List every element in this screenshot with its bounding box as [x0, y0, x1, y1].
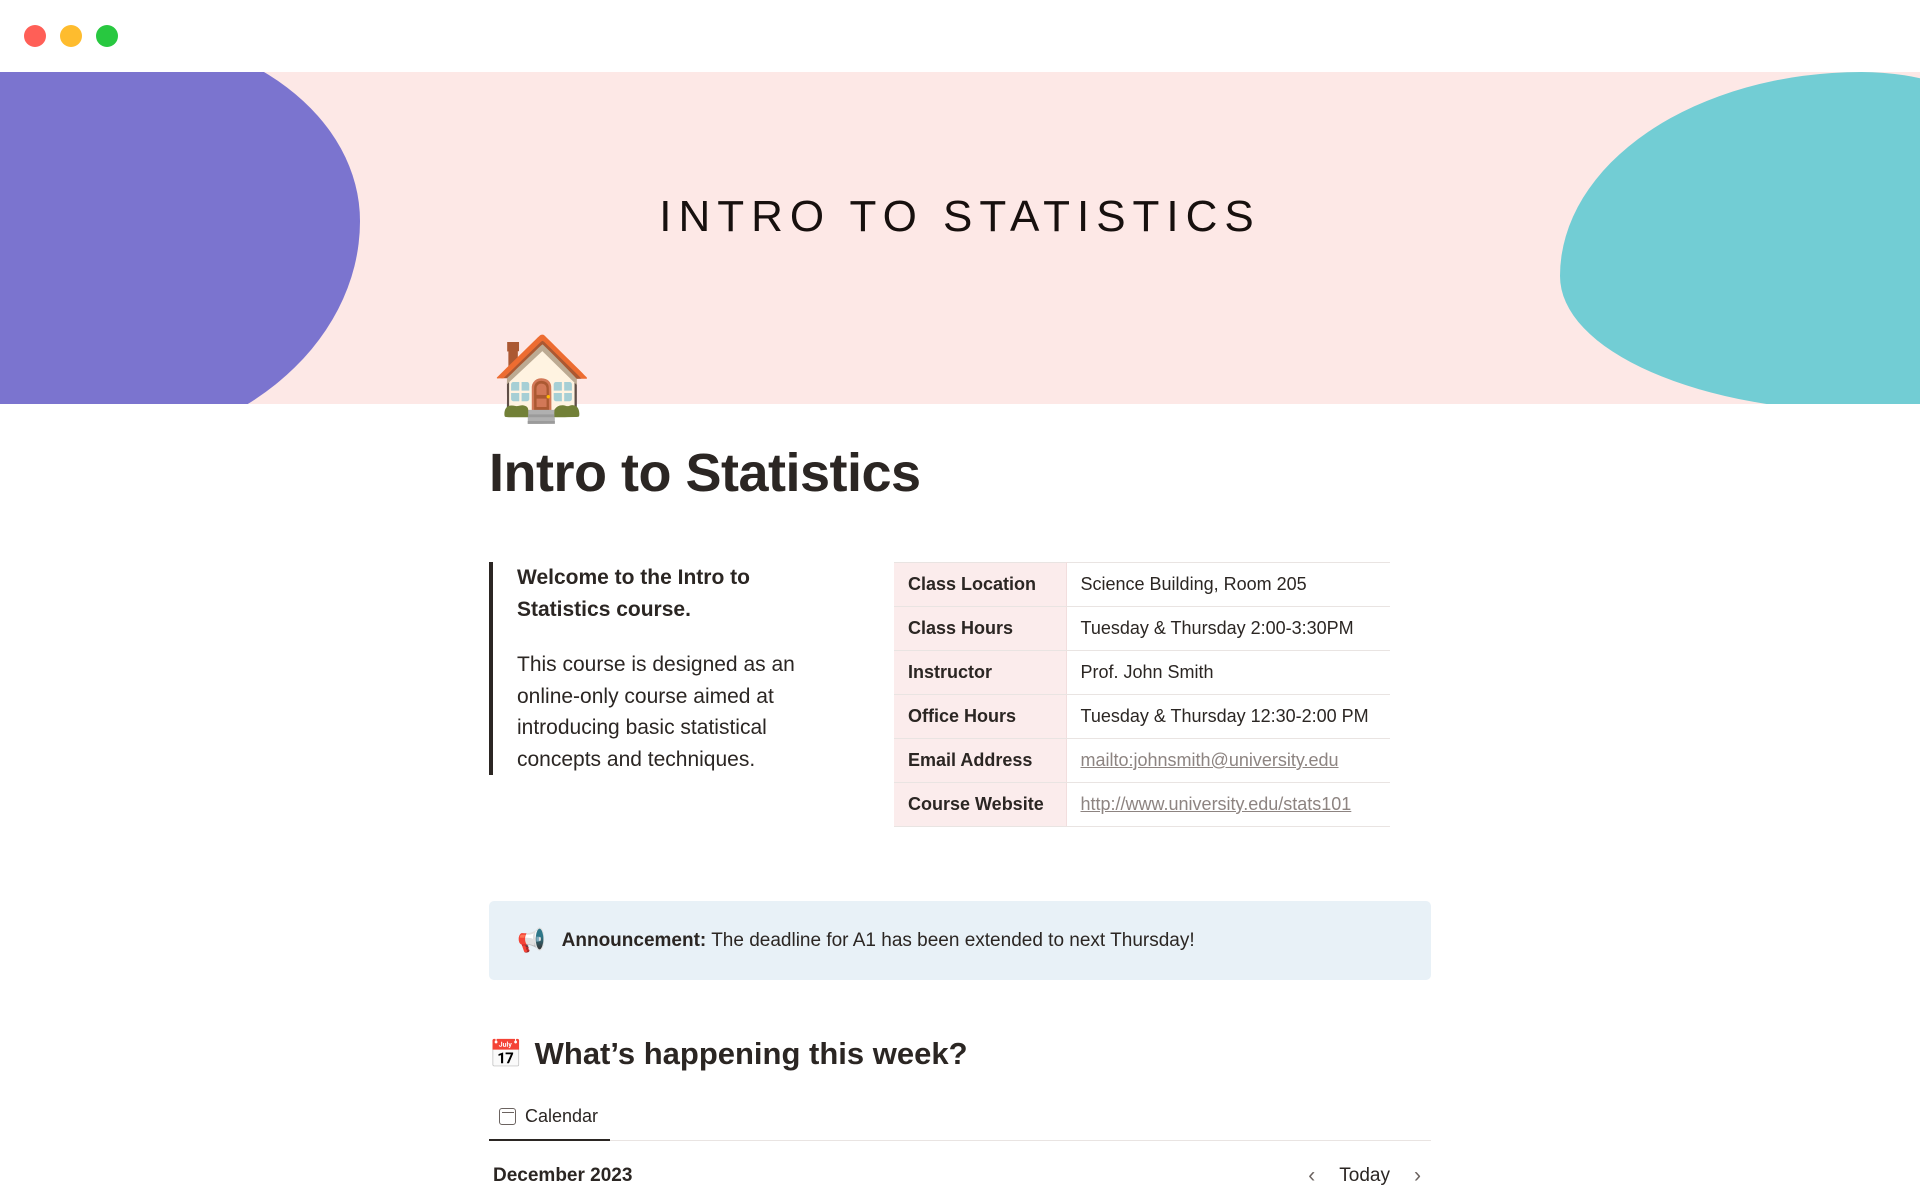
week-section-heading [489, 1036, 1431, 1072]
table-row [894, 783, 1390, 827]
row-value[interactable]: Tuesday & Thursday 12:30-2:00 PM [1066, 695, 1390, 739]
announcement-callout[interactable] [489, 901, 1431, 980]
table-row [894, 563, 1390, 607]
table-row [894, 695, 1390, 739]
cover-title: INTRO TO STATISTICS [659, 192, 1261, 241]
intro-row [489, 562, 1431, 827]
table-row [894, 607, 1390, 651]
row-key: Class Location [894, 563, 1066, 607]
previous-month-icon[interactable]: ‹ [1308, 1164, 1316, 1187]
close-window-button[interactable] [24, 25, 46, 47]
course-info-table [894, 562, 1390, 827]
row-value[interactable] [1066, 783, 1390, 827]
traffic-light-group [0, 25, 118, 47]
calendar-month-label: December 2023 [493, 1164, 633, 1186]
maximize-window-button[interactable] [96, 25, 118, 47]
announcement-label: Announcement: [561, 929, 707, 951]
table-row [894, 651, 1390, 695]
calendar-toolbar [489, 1141, 1431, 1188]
page-title[interactable]: Intro to Statistics [489, 443, 921, 503]
next-month-icon[interactable]: › [1414, 1164, 1421, 1187]
announcement-body: The deadline for A1 has been extended to next Thursday! [711, 929, 1195, 951]
tab-calendar[interactable] [489, 1098, 610, 1141]
row-key: Office Hours [894, 695, 1066, 739]
row-key: Instructor [894, 651, 1066, 695]
calendar-nav-group [1302, 1163, 1427, 1188]
today-button[interactable]: Today [1339, 1164, 1390, 1186]
row-value[interactable]: Prof. John Smith [1066, 651, 1390, 695]
window-titlebar [0, 0, 1920, 72]
row-key: Class Hours [894, 607, 1066, 651]
calendar-icon [499, 1108, 516, 1125]
view-tab-bar [489, 1098, 1431, 1141]
row-value[interactable]: Science Building, Room 205 [1066, 563, 1390, 607]
email-link[interactable]: mailto:johnsmith@university.edu [1080, 750, 1339, 770]
row-key: Course Website [894, 783, 1066, 827]
page-content [489, 333, 1431, 1188]
minimize-window-button[interactable] [60, 25, 82, 47]
welcome-lead-text: Welcome to the Intro to Statistics course. [517, 566, 750, 621]
row-key: Email Address [894, 739, 1066, 783]
megaphone-icon: 📢 [517, 927, 546, 953]
calendar-emoji-icon: 📅 [489, 1039, 523, 1069]
tab-calendar-label: Calendar [525, 1106, 599, 1126]
welcome-quote-block [489, 562, 849, 775]
announcement-text [562, 930, 1195, 952]
table-row [894, 739, 1390, 783]
row-value[interactable] [1066, 739, 1390, 783]
page-emoji-icon[interactable]: 🏠 [491, 333, 594, 424]
website-link[interactable]: http://www.university.edu/stats101 [1080, 794, 1352, 814]
week-section-title: What’s happening this week? [534, 1036, 968, 1071]
row-value[interactable]: Tuesday & Thursday 2:00-3:30PM [1066, 607, 1390, 651]
welcome-body-text: This course is designed as an online-only course aimed at introducing basic statistical concepts and techniques. [517, 653, 795, 771]
